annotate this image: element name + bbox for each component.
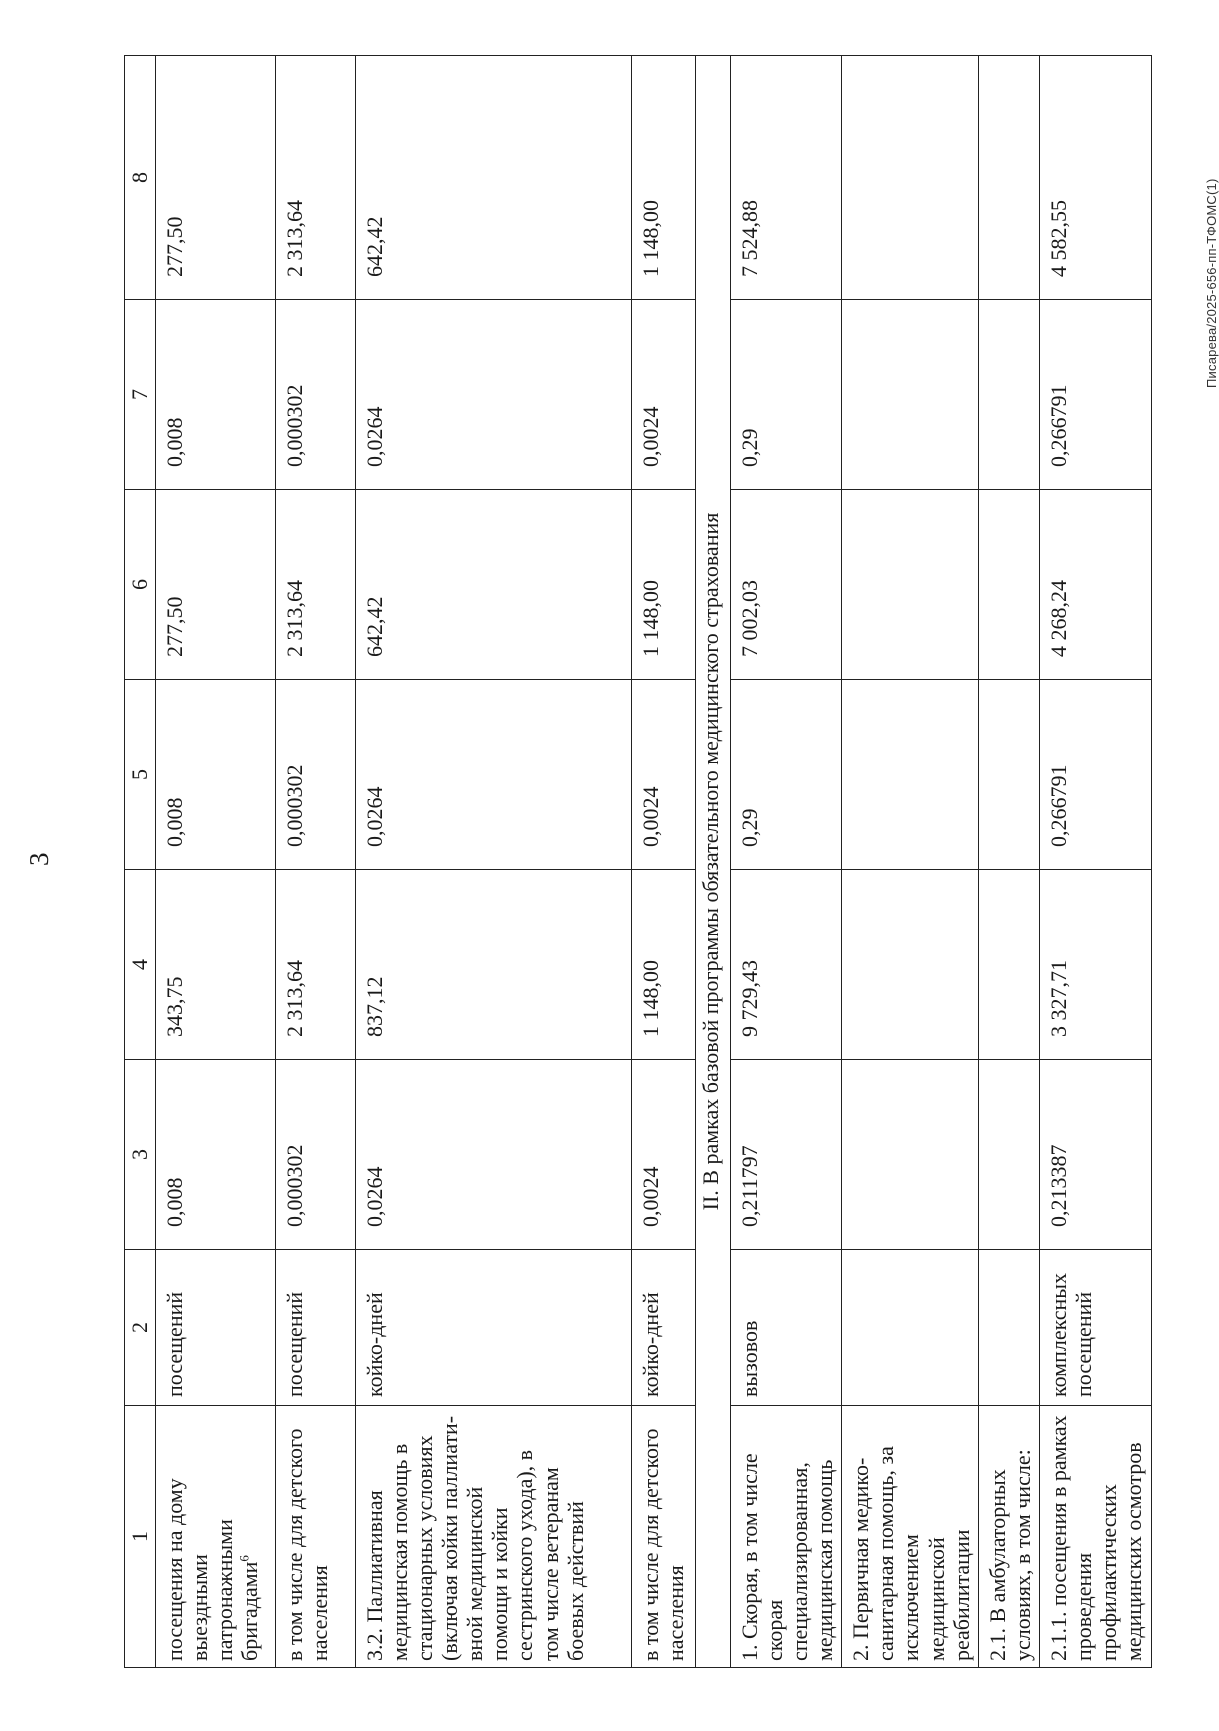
column-header: 5 bbox=[125, 680, 156, 870]
row-unit: посещений bbox=[156, 1250, 276, 1406]
cell-value bbox=[978, 300, 1039, 490]
cell-value: 277,50 bbox=[156, 490, 276, 680]
row-name: в том числе для детского населения bbox=[632, 1406, 696, 1668]
cell-value: 0,266791 bbox=[1039, 300, 1151, 490]
cell-value: 277,50 bbox=[156, 56, 276, 300]
cell-value: 0,266791 bbox=[1039, 680, 1151, 870]
column-header: 3 bbox=[125, 1060, 156, 1250]
cell-value: 2 313,64 bbox=[276, 56, 356, 300]
table-row bbox=[632, 56, 696, 1668]
cell-value bbox=[842, 870, 978, 1060]
cell-value bbox=[842, 56, 978, 300]
cell-value: 2 313,64 bbox=[276, 490, 356, 680]
cell-value bbox=[978, 680, 1039, 870]
cell-value bbox=[978, 1060, 1039, 1250]
cell-value: 0,0024 bbox=[632, 680, 696, 870]
column-number-row bbox=[125, 56, 156, 1668]
column-header: 6 bbox=[125, 490, 156, 680]
row-name: 2.1. В амбулаторных условиях, в том числе: bbox=[978, 1406, 1039, 1668]
cell-value: 0,29 bbox=[731, 300, 842, 490]
table-row bbox=[978, 56, 1039, 1668]
cell-value: 9 729,43 bbox=[731, 870, 842, 1060]
table-row bbox=[731, 56, 842, 1668]
row-name: посещения на дому выездными патронажными бригадами$^6$ bbox=[156, 1406, 276, 1668]
cell-value: 4 268,24 bbox=[1039, 490, 1151, 680]
row-unit: вызовов bbox=[731, 1250, 842, 1406]
row-name: 2. Первичная медико-санитарная помощь, за исключением медицинской реабилитации bbox=[842, 1406, 978, 1668]
row-unit: койко-дней bbox=[356, 1250, 632, 1406]
page-number: 3 bbox=[24, 852, 54, 866]
row-name: 3.2. Паллиативная медицинская помощь в стационарных условиях (включая койки паллиати-вной медицинской помощи и койки сестринского ухода), в том числе ветеранам боевых действий bbox=[356, 1406, 632, 1668]
row-unit: посещений bbox=[276, 1250, 356, 1406]
footnote-mark: 6 bbox=[236, 1555, 252, 1562]
cell-value: 0,29 bbox=[731, 680, 842, 870]
cell-value: 837,12 bbox=[356, 870, 632, 1060]
cell-value: 0,0024 bbox=[632, 300, 696, 490]
cell-value: 0,000302 bbox=[276, 680, 356, 870]
section-header-row bbox=[696, 56, 731, 1668]
cell-value bbox=[842, 300, 978, 490]
row-name: 2.1.1. посещения в рамках проведения профилактических медицинских осмотров bbox=[1039, 1406, 1151, 1668]
cell-value: 7 524,88 bbox=[731, 56, 842, 300]
document-footer-code: Писарева/2025-656-пп-ТФОМС(1) bbox=[1204, 178, 1219, 388]
row-name: 1. Скорая, в том числе скорая специализированная, медицинская помощь bbox=[731, 1406, 842, 1668]
cell-value: 343,75 bbox=[156, 870, 276, 1060]
cell-value bbox=[978, 56, 1039, 300]
row-unit bbox=[842, 1250, 978, 1406]
row-unit: комплексных посещений bbox=[1039, 1250, 1151, 1406]
tariff-table bbox=[124, 55, 1152, 1668]
table-row bbox=[1039, 56, 1151, 1668]
table-row bbox=[842, 56, 978, 1668]
column-header: 2 bbox=[125, 1250, 156, 1406]
cell-value: 0,0264 bbox=[356, 1060, 632, 1250]
cell-value bbox=[978, 490, 1039, 680]
cell-value: 0,213387 bbox=[1039, 1060, 1151, 1250]
column-header: 1 bbox=[125, 1406, 156, 1668]
cell-value: 0,008 bbox=[156, 300, 276, 490]
section-title: II. В рамках базовой программы обязательного медицинского страхования bbox=[696, 56, 731, 1668]
cell-value: 0,0264 bbox=[356, 300, 632, 490]
table-row bbox=[156, 56, 276, 1668]
cell-value: 0,000302 bbox=[276, 1060, 356, 1250]
cell-value: 0,0264 bbox=[356, 680, 632, 870]
cell-value: 0,008 bbox=[156, 1060, 276, 1250]
cell-value: 2 313,64 bbox=[276, 870, 356, 1060]
row-name: в том числе для детского населения bbox=[276, 1406, 356, 1668]
rotated-page bbox=[24, 56, 1219, 1668]
cell-value: 3 327,71 bbox=[1039, 870, 1151, 1060]
cell-value bbox=[842, 1060, 978, 1250]
cell-value: 1 148,00 bbox=[632, 56, 696, 300]
table-row bbox=[276, 56, 356, 1668]
cell-value: 0,0024 bbox=[632, 1060, 696, 1250]
cell-value: 4 582,55 bbox=[1039, 56, 1151, 300]
cell-value: 1 148,00 bbox=[632, 490, 696, 680]
cell-value bbox=[842, 680, 978, 870]
cell-value: 642,42 bbox=[356, 56, 632, 300]
column-header: 7 bbox=[125, 300, 156, 490]
row-unit bbox=[978, 1250, 1039, 1406]
cell-value: 7 002,03 bbox=[731, 490, 842, 680]
cell-value: 0,211797 bbox=[731, 1060, 842, 1250]
cell-value: 642,42 bbox=[356, 490, 632, 680]
cell-value: 1 148,00 bbox=[632, 870, 696, 1060]
column-header: 4 bbox=[125, 870, 156, 1060]
cell-value bbox=[842, 490, 978, 680]
table-row bbox=[356, 56, 632, 1668]
cell-value: 0,000302 bbox=[276, 300, 356, 490]
column-header: 8 bbox=[125, 56, 156, 300]
cell-value bbox=[978, 870, 1039, 1060]
cell-value: 0,008 bbox=[156, 680, 276, 870]
row-unit: койко-дней bbox=[632, 1250, 696, 1406]
